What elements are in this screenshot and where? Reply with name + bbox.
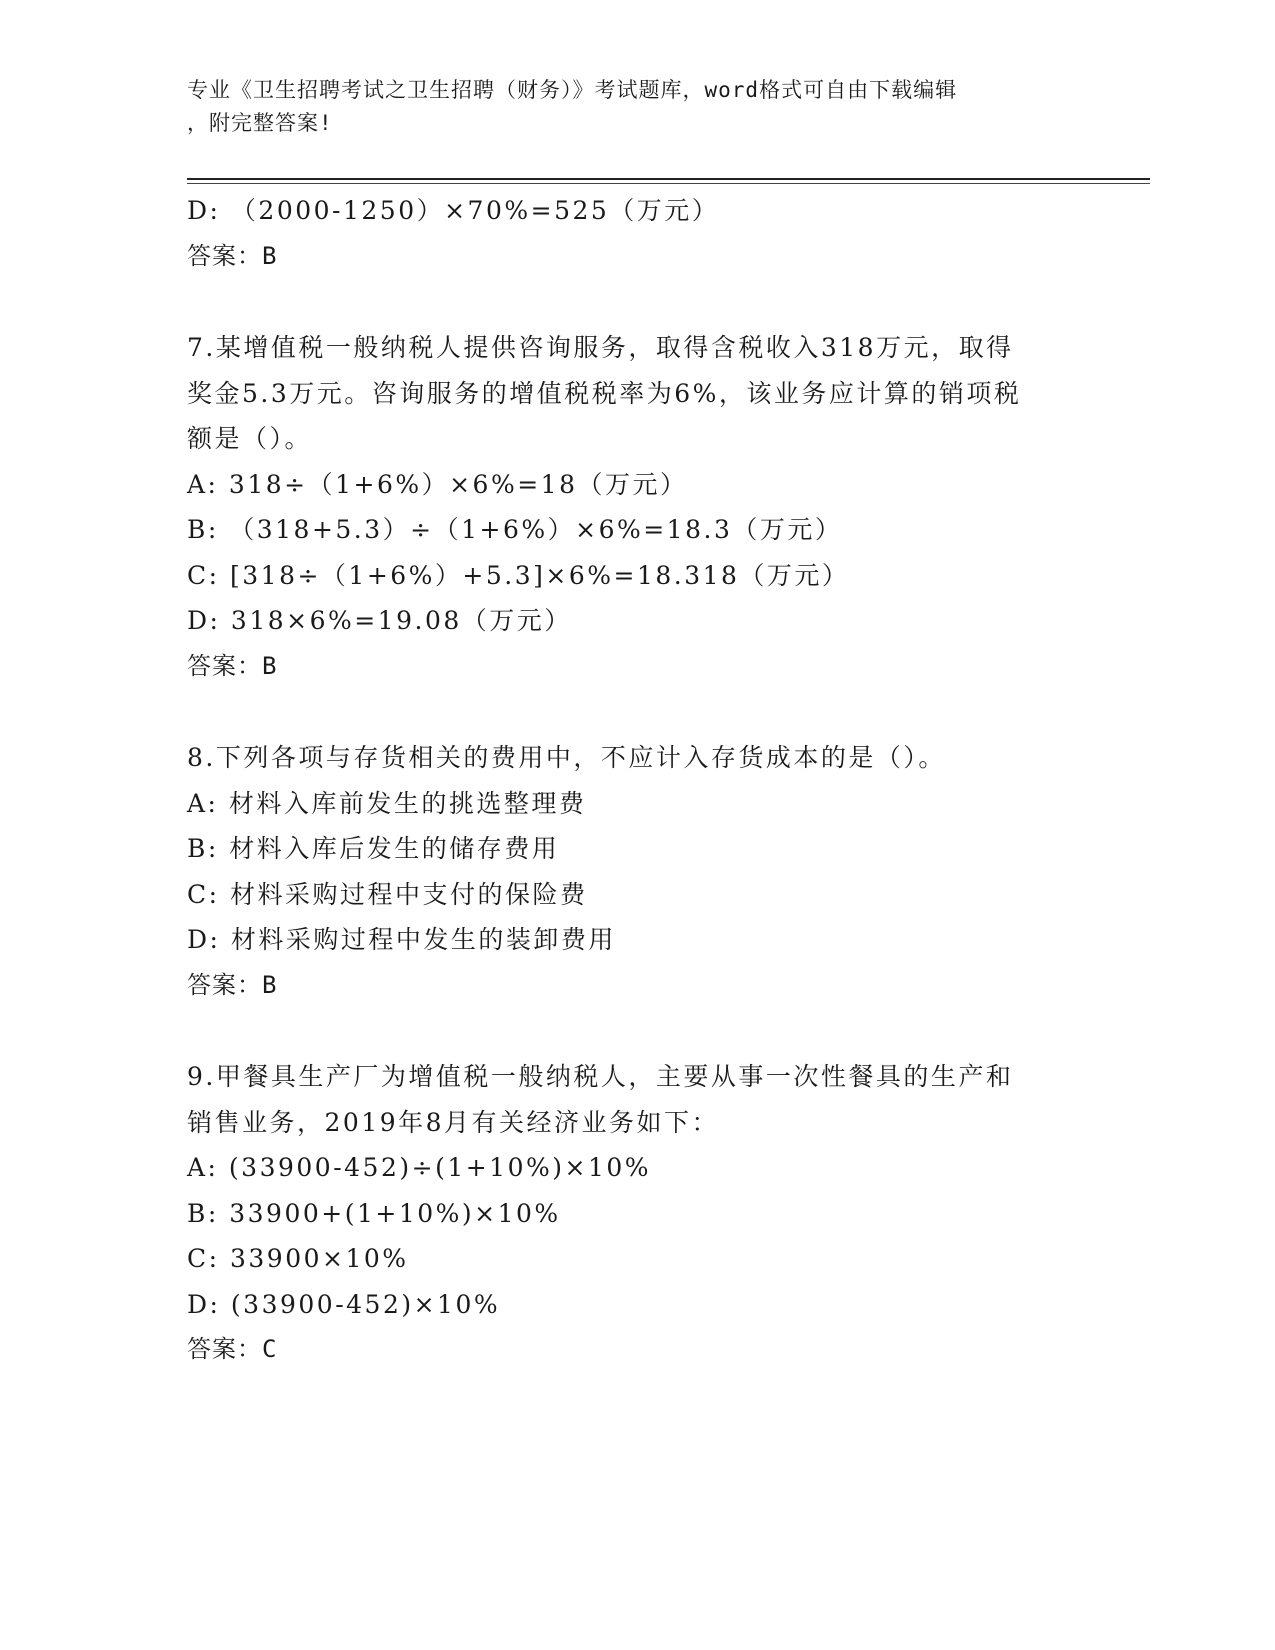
answer-line: 答案：B <box>187 241 278 270</box>
question-8 <box>187 735 1087 1008</box>
option-a: A: 318÷（1+6%）×6%=18（万元） <box>187 469 688 499</box>
option-b: B: （318+5.3）÷（1+6%）×6%=18.3（万元） <box>187 515 843 544</box>
option-c: C: 33900×10% <box>187 1244 409 1273</box>
question-stem-line: 奖金5.3万元。咨询服务的增值税税率为6%，该业务应计算的销项税 <box>187 378 1022 408</box>
question-7 <box>187 325 1087 689</box>
question-stem-line: 销售业务，2019年8月有关经济业务如下： <box>187 1107 720 1137</box>
option-b: B: 33900+(1+10%)×10% <box>187 1198 561 1228</box>
option-b: B: 材料入库后发生的储存费用 <box>187 834 560 863</box>
option-d: D: (33900-452)×10% <box>187 1289 501 1319</box>
previous-question-tail <box>187 188 1087 279</box>
option-a: A: 材料入库前发生的挑选整理费 <box>187 788 587 818</box>
option-a: A: (33900-452)÷(1+10%)×10% <box>187 1153 652 1182</box>
header-divider-thick <box>187 178 1150 180</box>
question-stem-line: 9.甲餐具生产厂为增值税一般纳税人，主要从事一次性餐具的生产和 <box>187 1062 1014 1091</box>
spacer <box>187 279 1087 325</box>
document-body <box>187 188 1087 1373</box>
answer-line: 答案：C <box>187 1335 278 1363</box>
answer-line: 答案：B <box>187 970 278 999</box>
question-stem-line: 7.某增值税一般纳税人提供咨询服务，取得含税收入318万元，取得 <box>187 333 1014 362</box>
option-d: D: （2000-1250）×70%=525（万元） <box>187 196 720 225</box>
header-line-1: 专业《卫生招聘考试之卫生招聘（财务）》考试题库，word格式可自由下载编辑 <box>187 78 958 102</box>
page-header <box>187 74 1067 140</box>
answer-line: 答案：B <box>187 651 278 680</box>
question-stem-line: 额是（）。 <box>187 424 313 453</box>
header-line-2: ，附完整答案! <box>187 111 333 135</box>
spacer <box>187 689 1087 735</box>
option-c: C: 材料采购过程中支付的保险费 <box>187 879 588 909</box>
option-d: D: 318×6%=19.08（万元） <box>187 606 572 635</box>
question-9 <box>187 1054 1087 1373</box>
header-divider-thin <box>187 183 1150 184</box>
question-stem-line: 8.下列各项与存货相关的费用中，不应计入存货成本的是（）。 <box>187 743 946 772</box>
option-c: C: [318÷（1+6%）+5.3]×6%=18.318（万元） <box>187 560 850 590</box>
spacer <box>187 1008 1087 1054</box>
option-d: D: 材料采购过程中发生的装卸费用 <box>187 925 616 954</box>
